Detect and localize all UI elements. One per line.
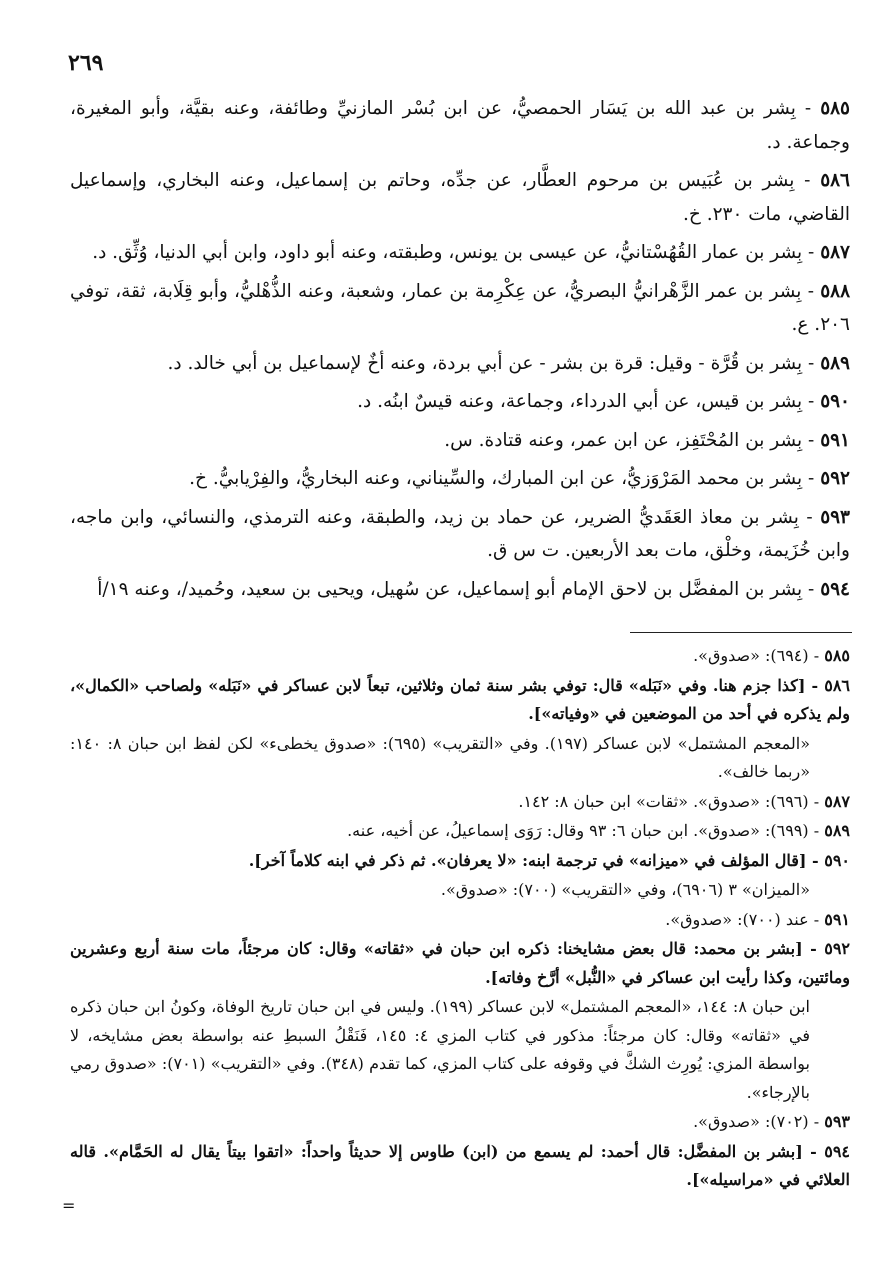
entry-text: بِشر بن عبد الله بن يَسَار الحمصيُّ، عن ابن بُسْر المازنيِّ وطائفة، وعنه بقيَّة، وأبو المغيرة، وجماعة. د. <box>70 98 850 153</box>
footnote-587: ٥٨٧ - (٦٩٦): «صدوق». «ثقات» ابن حبان ٨: ١٤٢. <box>518 791 850 811</box>
footnote-text: عند (٧٠٠): «صدوق». <box>665 909 809 929</box>
entry-number: ٥٩٠ <box>820 391 850 412</box>
entry-text: بِشر بن عمر الزَّهْرانيُّ البصريُّ، عن عِكْرِمة بن عمار، وشعبة، وعنه الذُّهْليُّ، وأبو قِلَابة، ثقة، توفي ٢٠٦. ع. <box>70 280 850 335</box>
entry-number: ٥٨٩ <box>820 352 850 374</box>
footnote-text: (٦٩٦): «صدوق». «ثقات» ابن حبان ٨: ١٤٢. <box>518 791 809 811</box>
footnote-text: «المعجم المشتمل» لابن عساكر (١٩٧). وفي «التقريب» (٦٩٥): «صدوق يخطىء» لكن لفظ ابن حبان ٨: ١٤٠: «ربما خالف». <box>70 733 810 781</box>
entry-number: ٥٩١ <box>820 429 850 451</box>
entry-590: ٥٩٠ - بِشر بن قيس، عن أبي الدرداء، وجماعة، وعنه قيسٌ ابنُه. د. <box>357 391 850 412</box>
footnote-number: ٥٨٩ <box>824 821 850 840</box>
entry-number: ٥٩٣ <box>820 506 850 528</box>
entry-593: ٥٩٣ - بِشر بن معاذ العَقَديُّ الضرير، عن حماد بن زيد، والطبقة، وعنه الترمذي، والنسائي، وابن ماجه، وابن خُزَيمة، وخلْق، مات بعد الأربعين. ت س ق. <box>70 506 850 561</box>
footnote-number: ٥٨٧ <box>824 791 850 811</box>
margin-marker: = <box>62 1196 76 1215</box>
footnote-number: ٥٨٥ <box>824 646 850 665</box>
footnote-text: ابن حبان ٨: ١٤٤، «المعجم المشتمل» لابن عساكر (١٩٩). وليس في ابن حبان تاريخ الوفاة، وكونُ ابن حبان ذكره في «ثقاته» وقال: كان مرجئاً: مذكور في كتاب المزي ٤: ١٤٥، فَنَقْلُ السبطِ عنه بواسطة بعض مشايخه، لا بواسطة المزي: يُورِث الشكَّ في وقوفه على كتاب المزي، كما تقدم (٣٤٨). وفي «التقريب» (٧٠١): «صدوق رمي بالإرجاء». <box>70 997 811 1102</box>
footnote-585: ٥٨٥ - (٦٩٤): «صدوق». <box>693 646 850 665</box>
entry-587: ٥٨٧ - بِشر بن عمار القُهُسْتانيُّ، عن عيسى بن يونس، وطبقته، وعنه أبو داود، وابن أبي الدنيا، وُثِّق. د. <box>92 242 850 263</box>
footnote-text: (٧٠٢): «صدوق». <box>693 1112 809 1131</box>
footnote-number: ٥٩٠ <box>824 850 850 870</box>
footnote-591: ٥٩١ - عند (٧٠٠): «صدوق». <box>665 909 850 929</box>
footnote-number: ٥٩٢ <box>824 939 850 958</box>
footnote-text: [كذا جزم هنا. وفي «نَبَله» قال: توفي بشر سنة ثمان وثلاثين، تبعاً لابن عساكر في «نَبَله» ولصاحب «الكمال»، ولم يذكره في أحد من الموضعين في «وفياته»]. <box>70 675 850 723</box>
footnote-text: (٦٩٩): «صدوق». ابن حبان ٦: ٩٣ وقال: رَوَى إسماعيلُ، عن أخيه، عنه. <box>347 821 809 840</box>
entry-text: بِشر بن المُحْتَفِز، عن ابن عمر، وعنه قتادة. س. <box>444 429 803 451</box>
footnote-number: ٥٩٣ <box>824 1112 850 1131</box>
footnote-586: ٥٨٦ - [كذا جزم هنا. وفي «نَبَله» قال: توفي بشر سنة ثمان وثلاثين، تبعاً لابن عساكر في «نَبَله» ولصاحب «الكمال»، ولم يذكره في أحد من الموضعين في «وفياته»]. <box>70 675 851 723</box>
page-number: ٢٦٩ <box>68 50 104 76</box>
entry-594: ٥٩٤ - بِشر بن المفضَّل بن لاحق الإمام أبو إسماعيل، عن سُهيل، ويحيى بن سعيد، وحُميد/، وعنه ١٩/أ <box>97 578 850 600</box>
entry-number: ٥٨٨ <box>820 280 851 302</box>
footnote-text: «الميزان» ٣ (٦٩٠٦)، وفي «التقريب» (٧٠٠): «صدوق». <box>440 880 810 899</box>
footnote-594: ٥٩٤ - [بشر بن المفضَّل: قال أحمد: لم يسمع من (ابن) طاوس إلا حديثاً واحداً: «اتقوا بيتاً يقال له الحَمَّام». قاله العلائي في «مراسيله»]. <box>70 1141 850 1189</box>
entry-number: ٥٩٤ <box>820 578 850 600</box>
entry-text: بِشر بن عمار القُهُسْتانيُّ، عن عيسى بن يونس، وطبقته، وعنه أبو داود، وابن أبي الدنيا، وُثِّق. د. <box>92 242 803 263</box>
entry-text: بِشر بن قيس، عن أبي الدرداء، وجماعة، وعنه قيسٌ ابنُه. د. <box>357 391 803 412</box>
entry-text: بِشر بن قُرَّة - وقيل: قرة بن بشر - عن أبي بردة، وعنه أخٌ لإسماعيل بن أبي خالد. د. <box>167 352 803 374</box>
entry-592: ٥٩٢ - بِشر بن محمد المَرْوَزيُّ، عن ابن المبارك، والسِّيناني، وعنه البخاريُّ، والفِرْيابيُّ. خ. <box>189 468 850 489</box>
footnote-text: [قال المؤلف في «ميزانه» في ترجمة ابنه: «لا يعرفان». ثم ذكر في ابنه كلاماً آخر]. <box>248 850 807 870</box>
entry-text: بِشر بن محمد المَرْوَزيُّ، عن ابن المبارك، والسِّيناني، وعنه البخاريُّ، والفِرْيابيُّ. خ. <box>189 468 803 489</box>
entry-text: بِشر بن معاذ العَقَديُّ الضرير، عن حماد بن زيد، والطبقة، وعنه الترمذي، والنسائي، وابن ماجه، وابن خُزَيمة، وخلْق، مات بعد الأربعين. ت س ق. <box>70 506 850 561</box>
footnote-593: ٥٩٣ - (٧٠٢): «صدوق». <box>693 1112 850 1131</box>
entry-591: ٥٩١ - بِشر بن المُحْتَفِز، عن ابن عمر، وعنه قتادة. س. <box>444 429 850 451</box>
entry-586: ٥٨٦ - بِشر بن عُبَيس بن مرحوم العطَّار، عن جدِّه، وحاتم بن إسماعيل، وعنه البخاري، وإسماعيل القاضي، مات ٢٣٠. خ. <box>70 170 850 225</box>
footnote-592: ٥٩٢ - [بشر بن محمد: قال بعض مشايخنا: ذكره ابن حبان في «ثقاته» وقال: كان مرجئاً، مات سنة أربع وعشرين ومائتين، وكذا رأيت ابن عساكر في «النُّبل» أرَّخ وفاته]. <box>70 939 850 987</box>
entry-text: بِشر بن عُبَيس بن مرحوم العطَّار، عن جدِّه، وحاتم بن إسماعيل، وعنه البخاري، وإسماعيل القاضي، مات ٢٣٠. خ. <box>70 170 850 225</box>
footnote-number: ٥٨٦ <box>824 675 851 695</box>
entry-number: ٥٨٥ <box>820 98 850 119</box>
entry-number: ٥٨٦ <box>820 170 850 191</box>
footnote-text: (٦٩٤): «صدوق». <box>693 646 809 665</box>
entry-588: ٥٨٨ - بِشر بن عمر الزَّهْرانيُّ البصريُّ، عن عِكْرِمة بن عمار، وشعبة، وعنه الذُّهْليُّ، وأبو قِلَابة، ثقة، توفي ٢٠٦. ع. <box>70 280 851 335</box>
entry-number: ٥٨٧ <box>820 242 850 263</box>
footnote-text: [بشر بن محمد: قال بعض مشايخنا: ذكره ابن حبان في «ثقاته» وقال: كان مرجئاً، مات سنة أربع وعشرين ومائتين، وكذا رأيت ابن عساكر في «النُّبل» أرَّخ وفاته]. <box>70 939 850 987</box>
footnote-number: ٥٩٤ <box>824 1141 850 1161</box>
footnote-586-comment <box>70 730 850 787</box>
entry-585: ٥٨٥ - بِشر بن عبد الله بن يَسَار الحمصيُّ، عن ابن بُسْر المازنيِّ وطائفة، وعنه بقيَّة، وأبو المغيرة، وجماعة. د. <box>70 98 850 153</box>
footnotes <box>70 642 850 1196</box>
entry-text: بِشر بن المفضَّل بن لاحق الإمام أبو إسماعيل، عن سُهيل، ويحيى بن سعيد، وحُميد/، وعنه ١٩/أ <box>97 578 803 600</box>
footnote-text: [بشر بن المفضَّل: قال أحمد: لم يسمع من (ابن) طاوس إلا حديثاً واحداً: «اتقوا بيتاً يقال له الحَمَّام». قاله العلائي في «مراسيله»]. <box>70 1141 850 1189</box>
main-text <box>70 92 850 611</box>
entry-number: ٥٩٢ <box>820 468 850 489</box>
footnote-592-comment <box>70 993 850 1107</box>
footnote-590: ٥٩٠ - [قال المؤلف في «ميزانه» في ترجمة ابنه: «لا يعرفان». ثم ذكر في ابنه كلاماً آخر]. <box>248 850 850 870</box>
footnote-590-comment <box>70 876 850 905</box>
entry-589: ٥٨٩ - بِشر بن قُرَّة - وقيل: قرة بن بشر - عن أبي بردة، وعنه أخٌ لإسماعيل بن أبي خالد. د. <box>167 352 850 374</box>
footnote-589: ٥٨٩ - (٦٩٩): «صدوق». ابن حبان ٦: ٩٣ وقال: رَوَى إسماعيلُ، عن أخيه، عنه. <box>347 821 850 840</box>
footnote-rule-line <box>630 632 852 633</box>
footnote-number: ٥٩١ <box>824 909 850 929</box>
